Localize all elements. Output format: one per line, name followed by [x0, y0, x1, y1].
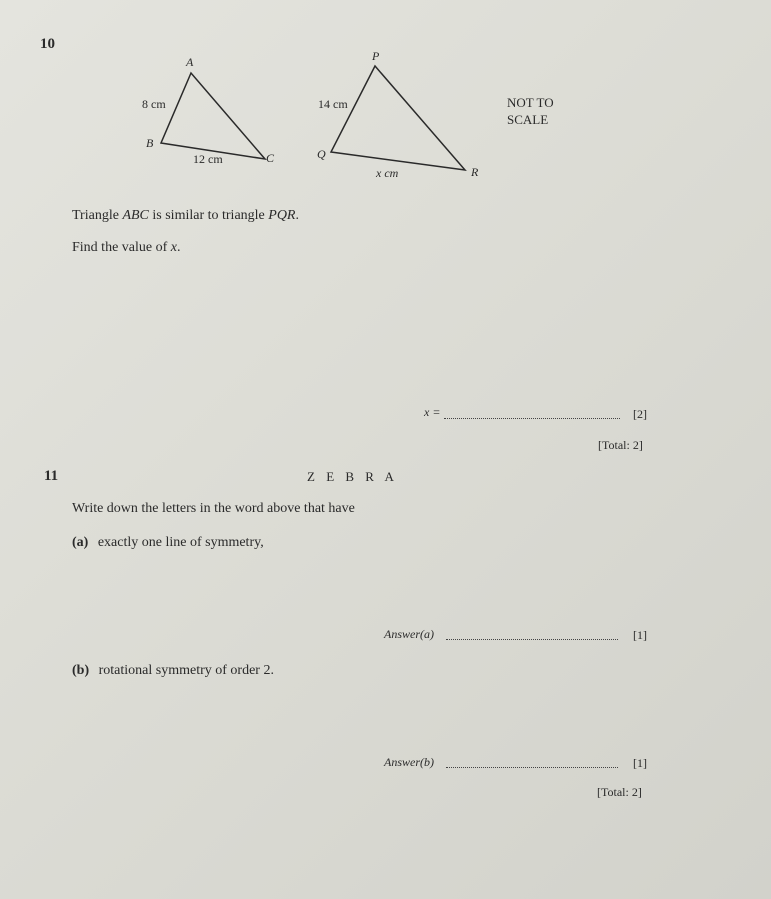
side-pq-label: 14 cm — [318, 97, 348, 111]
q11-answer-a-label: Answer(a) — [384, 627, 434, 641]
q11-instruction: Write down the letters in the word above that have — [72, 501, 355, 516]
not-to-scale-line1: NOT TO — [507, 95, 554, 110]
statement-triangle-pqr: PQR — [268, 208, 296, 223]
statement-text: Triangle — [72, 208, 123, 223]
q10-statement — [72, 208, 299, 224]
q11-part-b — [72, 663, 274, 679]
vertex-q-label: Q — [317, 147, 326, 161]
vertex-a-label: A — [186, 55, 194, 69]
q11-total: [Total: 2] — [597, 785, 642, 799]
q11-part-a — [72, 535, 264, 551]
statement-triangle-abc: ABC — [122, 208, 149, 223]
side-bc-label: 12 cm — [193, 152, 223, 166]
q10-answer-label: x = — [424, 405, 441, 419]
find-text: Find the value of — [72, 240, 171, 255]
q11-mark-b: [1] — [633, 756, 647, 770]
q10-mark: [2] — [633, 407, 647, 421]
not-to-scale-line2: SCALE — [507, 112, 549, 127]
q11-answer-b-line[interactable] — [446, 767, 618, 768]
vertex-c-label: C — [266, 151, 275, 165]
vertex-r-label: R — [471, 165, 479, 179]
q10-answer-line[interactable] — [444, 418, 620, 419]
q10-find-instruction — [72, 240, 180, 256]
similar-triangles-diagram — [0, 0, 771, 200]
vertex-b-label: B — [146, 136, 154, 150]
statement-text: is similar to triangle — [148, 208, 269, 223]
part-b-text: rotational symmetry of order 2. — [98, 663, 274, 678]
side-ab-label: 8 cm — [142, 97, 166, 111]
q11-mark-a: [1] — [633, 628, 647, 642]
q10-total: [Total: 2] — [598, 438, 643, 452]
statement-text: . — [295, 208, 299, 223]
part-a-text: exactly one line of symmetry, — [97, 535, 264, 550]
question-10-number: 10 — [40, 36, 55, 52]
q11-answer-a-line[interactable] — [446, 639, 618, 640]
side-qr-label: x cm — [376, 166, 399, 180]
triangle-abc — [161, 73, 265, 159]
find-variable: x — [170, 240, 177, 255]
q11-answer-b-label: Answer(b) — [384, 755, 434, 769]
zebra-word: Z E B R A — [307, 469, 398, 484]
part-a-label: (a) — [72, 535, 89, 550]
vertex-p-label: P — [372, 49, 380, 63]
find-text: . — [176, 240, 181, 255]
question-11-number: 11 — [44, 468, 59, 484]
triangle-pqr — [331, 66, 465, 170]
part-b-label: (b) — [72, 663, 90, 678]
